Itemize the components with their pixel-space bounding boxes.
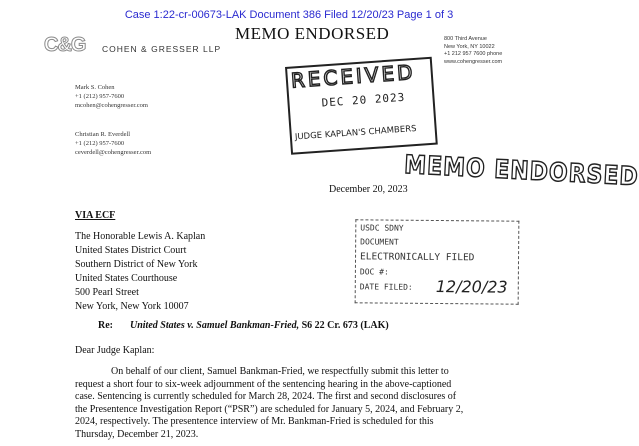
re-line xyxy=(98,320,389,331)
body-line: 2024, respectively. The presentence interview of Mr. Bankman-Fried is scheduled for this xyxy=(75,416,434,427)
salutation: Dear Judge Kaplan: xyxy=(75,345,155,356)
received-chambers: JUDGE KAPLAN'S CHAMBERS xyxy=(294,123,417,143)
contact-email: ceverdell@cohengresser.com xyxy=(75,149,152,156)
address-line: www.cohengresser.com xyxy=(444,58,503,65)
contact-phone: +1 (212) 957-7600 xyxy=(75,140,125,147)
contact-block xyxy=(75,83,148,110)
stamp-handwritten-date: 12/20/23 xyxy=(435,276,508,297)
address-line: New York, NY 10022 xyxy=(444,43,495,50)
body-line: Thursday, December 21, 2023. xyxy=(75,428,199,440)
body-paragraph xyxy=(75,366,545,441)
recipient-line: 500 Pearl Street xyxy=(75,287,139,298)
recipient-line: Southern District of New York xyxy=(75,259,198,270)
firm-logo: C&G xyxy=(44,34,86,56)
recipient-line: United States District Court xyxy=(75,245,187,256)
letter-date: December 20, 2023 xyxy=(329,184,408,195)
stamp-line: ELECTRONICALLY FILED xyxy=(359,251,475,264)
via-line: VIA ECF xyxy=(75,210,116,221)
contact-phone: +1 (212) 957-7600 xyxy=(75,93,125,100)
received-word: RECEIVED xyxy=(290,59,417,93)
sdny-filing-stamp xyxy=(355,219,520,304)
re-label: Re: xyxy=(98,320,113,331)
received-date: DEC 20 2023 xyxy=(321,90,406,110)
received-stamp xyxy=(285,57,438,155)
stamp-date-label: DATE FILED: xyxy=(359,282,413,292)
address-line: 800 Third Avenue xyxy=(444,36,487,42)
firm-address xyxy=(444,36,502,66)
ecf-header: Case 1:22-cr-00673-LAK Document 386 Filed 12/20/23 Page 1 of 3 xyxy=(124,9,454,21)
memo-endorsed-heading: MEMO ENDORSED xyxy=(235,24,390,43)
contact-name: Mark S. Cohen xyxy=(75,84,115,91)
body-line: case. Sentencing is currently scheduled for March 28, 2024. The first and second disclosures of xyxy=(75,391,457,402)
recipient-address xyxy=(75,230,205,314)
recipient-line: The Honorable Lewis A. Kaplan xyxy=(75,231,206,242)
contact-email: mcohen@cohengresser.com xyxy=(75,102,148,109)
stamp-line: DOCUMENT xyxy=(360,237,399,247)
recipient-line: United States Courthouse xyxy=(75,273,178,284)
body-line: the Presentence Investigation Report (“PSR”) are scheduled for January 5, 2024, and February 2, xyxy=(75,403,464,415)
contact-name: Christian R. Everdell xyxy=(75,131,131,138)
memo-endorsed-stamp: MEMO ENDORSED xyxy=(403,151,639,192)
body-line: request a short four to six-week adjournment of the sentencing hearing in the above-captioned xyxy=(75,378,452,390)
address-line: +1 212 957 7600 phone xyxy=(444,51,503,57)
re-case-name: United States v. Samuel Bankman-Fried, xyxy=(130,320,300,331)
contact-block xyxy=(75,130,151,157)
recipient-line: New York, New York 10007 xyxy=(75,301,189,312)
stamp-line: DOC #: xyxy=(359,267,389,277)
firm-name: COHEN & GRESSER LLP xyxy=(102,44,222,54)
stamp-line: USDC SDNY xyxy=(360,223,404,233)
re-case-number: S6 22 Cr. 673 (LAK) xyxy=(301,320,389,331)
body-line: On behalf of our client, Samuel Bankman-Fried, we respectfully submit this letter to xyxy=(111,366,449,377)
